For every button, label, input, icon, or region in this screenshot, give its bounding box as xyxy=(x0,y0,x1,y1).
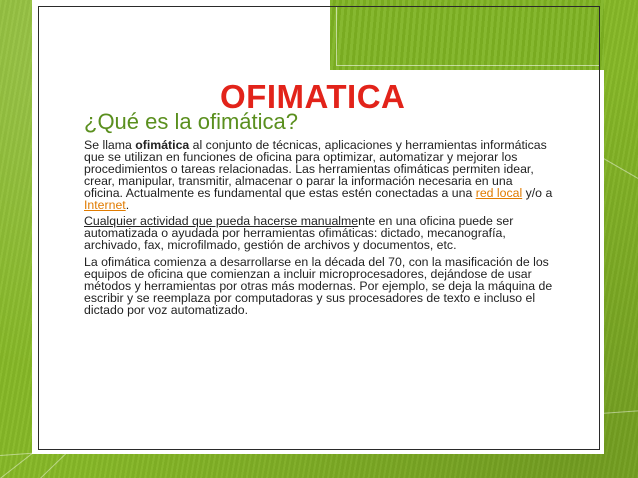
internet-link[interactable]: Internet xyxy=(84,197,126,212)
slide-title: OFIMATICA xyxy=(220,78,406,115)
slide-body xyxy=(84,140,554,322)
text-span: Se llama xyxy=(84,138,136,152)
text-span: . xyxy=(125,197,130,212)
bold-term: ofimática xyxy=(135,138,190,152)
slide-subtitle: ¿Qué es la ofimática? xyxy=(84,109,298,134)
paragraph-activities xyxy=(84,216,554,252)
corner-decoration-border xyxy=(336,6,600,66)
red-local-link[interactable]: red local xyxy=(475,185,523,200)
paragraph-history: La ofimática comienza a desarrollarse en la década del 70, con la masificación de los equipos de oficina que comienzan a incluir microprocesadores, dejándose de usar métodos y herramientas por otras más modernas. Por ejemplo, se deja la máquina de escribir y se reemplaza por computadoras y sus procesadores de texto e incluso el dictado por voz automatizado. xyxy=(84,255,553,317)
underlined-text: Cualquier actividad que pueda hacerse manualme xyxy=(84,214,359,229)
paragraph-definition xyxy=(84,140,554,211)
text-span: nte en una oficina puede ser automatizada o ayudada por herramientas ofimáticas: dictado, mecanografía, archivado, fax, microfilmado, gestión de archivos y documentos, etc. xyxy=(84,214,514,253)
text-span: y/o a xyxy=(522,185,553,200)
text-span: al conjunto de técnicas, aplicaciones y herramientas informáticas que se utilizan en funciones de oficina para optimizar, automatizar y mejorar los procedimientos o tareas relacionadas. Las herramientas ofimáticas permiten idear, crear, manipular, transmitir, almacenar o parar la información necesaria en una oficina. Actualmente es fundamental que estas estén conectadas a una xyxy=(84,138,547,200)
